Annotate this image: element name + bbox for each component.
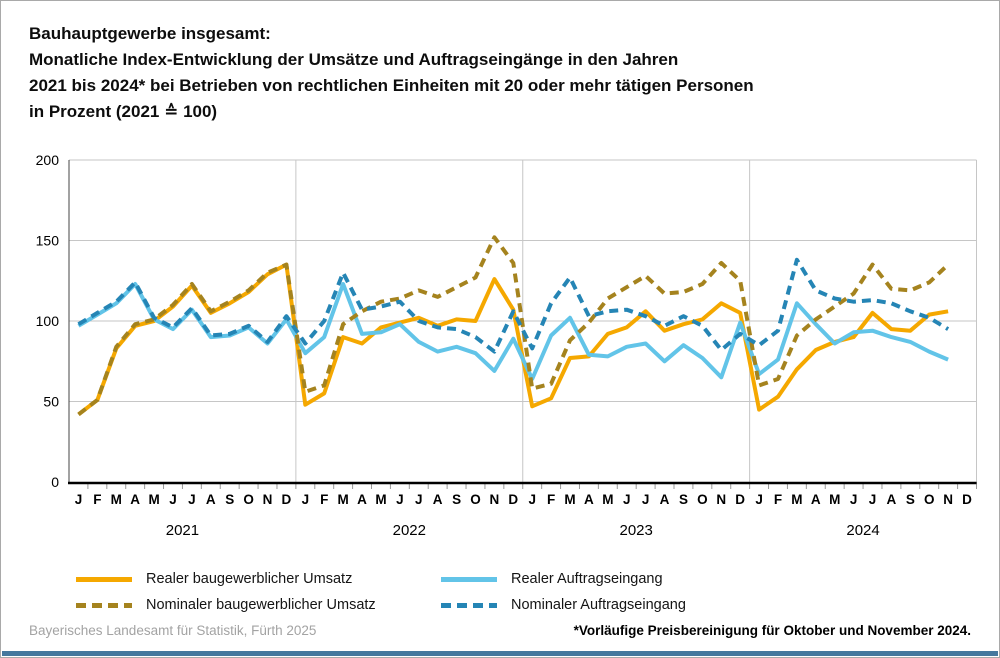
y-axis-tick-label: 200 [35,152,59,168]
x-axis-month-label: D [281,492,292,507]
legend-item-nominal-auftrag [441,595,686,615]
x-axis-year-label: 2021 [165,522,200,539]
legend-label: Realer Auftragseingang [511,571,663,587]
title-line-3: 2021 bis 2024* bei Betrieben von rechtlichen Einheiten mit 20 oder mehr tätigen Personen [29,76,754,95]
x-axis-month-label: F [93,492,102,507]
x-axis-year-label: 2023 [619,522,653,539]
title-line-2: Monatliche Index-Entwicklung der Umsätze und Auftragseingänge in den Jahren [29,50,679,69]
x-axis-month-label: M [602,492,614,507]
x-axis-month-label: J [396,492,404,507]
x-axis-month-label: M [110,492,122,507]
x-axis-month-label: M [375,492,387,507]
legend-label: Nominaler Auftragseingang [511,597,686,613]
x-axis-month-label: M [791,492,803,507]
legend-label: Realer baugewerblicher Umsatz [146,571,353,587]
x-axis-month-label: N [943,492,954,507]
x-axis-month-label: M [829,492,841,507]
y-axis-tick-label: 50 [43,393,59,410]
x-axis-month-label: S [678,492,688,507]
x-axis-month-label: F [320,492,329,507]
x-axis-month-label: M [148,492,160,507]
x-axis-month-label: J [188,492,196,507]
x-axis-month-label: A [659,492,670,507]
x-axis-month-label: N [489,492,500,507]
x-axis-month-label: N [716,492,727,507]
y-axis-tick-label: 0 [51,474,59,490]
legend-item-nominal-umsatz [76,595,376,615]
x-axis-month-label: A [432,492,443,507]
y-axis-tick-label: 100 [35,313,59,329]
chart-title [29,21,979,125]
x-axis-month-label: O [243,492,254,507]
x-axis-month-label: F [773,492,783,507]
legend-swatch-nominal-umsatz [76,603,132,608]
x-axis-month-label: D [735,492,746,507]
legend-item-real-auftrag [441,569,663,589]
title-line-4: in Prozent (2021 ≙ 100) [29,102,218,121]
x-axis-month-label: J [169,492,177,507]
x-axis-month-label: J [622,492,631,507]
x-axis-month-label: J [641,492,650,507]
y-axis-tick-label: 150 [35,232,59,249]
x-axis-month-label: J [868,492,877,507]
x-axis-month-label: N [262,492,273,507]
x-axis-year-label: 2024 [846,522,880,539]
x-axis-month-label: J [74,492,83,507]
x-axis-month-label: O [470,492,481,507]
footnote: *Vorläufige Preisbereinigung für Oktober und November 2024. [573,623,971,638]
x-axis-month-label: M [337,492,349,507]
source-attribution: Bayerisches Landesamt für Statistik, Fürth 2025 [29,623,317,638]
x-axis-month-label: J [301,492,310,507]
x-axis-month-label: A [886,492,897,507]
x-axis-month-label: O [923,492,935,507]
x-axis-month-label: O [697,492,708,507]
x-axis-month-label: F [546,492,556,507]
legend-item-real-umsatz [76,569,352,589]
x-axis-month-label: D [962,492,972,507]
legend-swatch-real-umsatz [76,577,132,582]
legend-label: Nominaler baugewerblicher Umsatz [146,597,376,613]
x-axis-month-label: S [225,492,235,507]
x-axis-month-label: J [528,492,536,507]
x-axis-month-label: D [508,492,519,507]
x-axis-month-label: J [849,492,858,507]
line-chart [1,141,1000,551]
x-axis-month-label: S [452,492,462,507]
x-axis-month-label: A [205,492,216,507]
x-axis-month-label: S [905,492,915,507]
legend-swatch-real-auftrag [441,577,497,582]
x-axis-month-label: J [755,492,763,507]
title-line-1: Bauhauptgewerbe insgesamt: [29,24,271,43]
x-axis-month-label: A [357,492,367,507]
x-axis-year-label: 2022 [392,522,426,539]
legend-swatch-nominal-auftrag [441,603,497,608]
x-axis-month-label: M [564,492,576,507]
bottom-accent-bar [2,651,998,656]
x-axis-month-label: A [810,492,821,507]
x-axis-month-label: J [415,492,423,507]
x-axis-month-label: A [130,492,141,507]
x-axis-month-label: A [584,492,594,507]
